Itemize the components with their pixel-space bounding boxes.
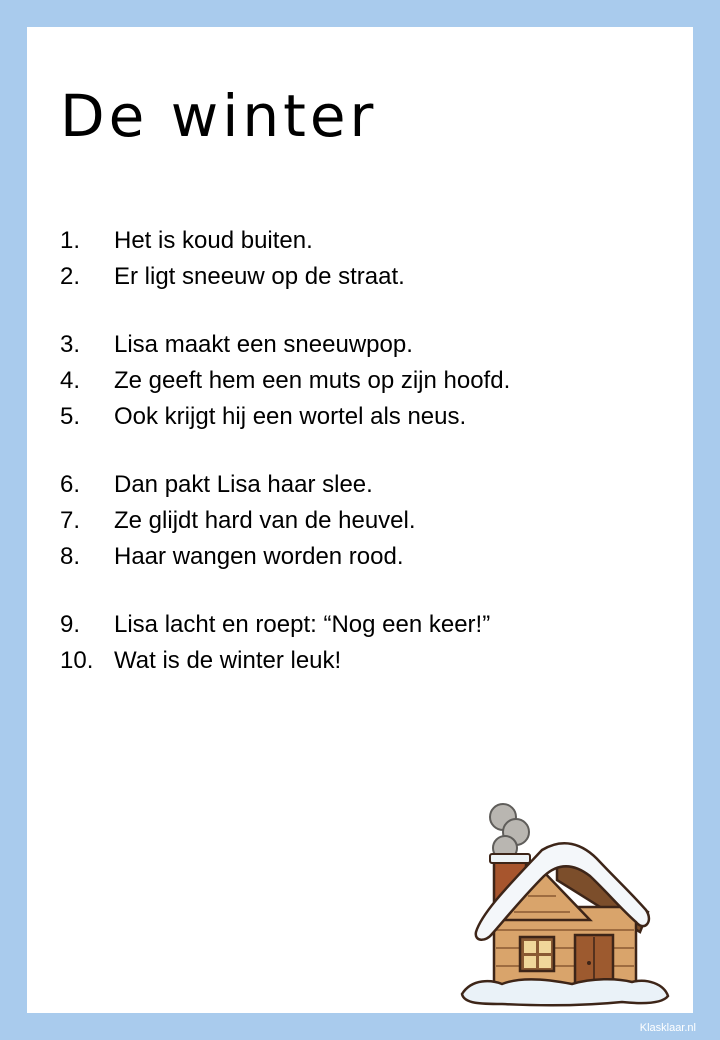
item-number: 2. (60, 263, 81, 290)
item-text: Wat is de winter leuk! (114, 647, 342, 674)
item-text: Haar wangen worden rood. (114, 543, 404, 570)
item-text: Er ligt sneeuw op de straat. (114, 263, 405, 290)
worksheet (27, 27, 693, 1013)
item-text: Dan pakt Lisa haar slee. (114, 471, 373, 498)
item-number: 5. (60, 403, 81, 430)
item-number: 3. (60, 331, 81, 358)
item-text: Ze glijdt hard van de heuvel. (114, 507, 416, 534)
item-number: 1. (60, 227, 81, 254)
page-title: De winter (60, 82, 378, 150)
item-text: Het is koud buiten. (114, 227, 313, 254)
list-item (60, 503, 510, 539)
item-number: 10. (60, 647, 94, 674)
footer-credit: Klasklaar.nl (639, 1022, 696, 1034)
item-text: Ook krijgt hij een wortel als neus. (114, 403, 467, 430)
list-item (60, 363, 510, 399)
list-item (60, 399, 510, 435)
item-number: 9. (60, 611, 81, 638)
item-text: Lisa maakt een sneeuwpop. (114, 331, 413, 358)
list-item (60, 539, 510, 575)
list-item (60, 327, 510, 363)
list-item (60, 643, 510, 679)
snowy-house-icon (432, 772, 672, 1012)
item-number: 6. (60, 471, 81, 498)
list-item (60, 467, 510, 503)
list-item (60, 223, 510, 259)
item-text: Lisa lacht en roept: “Nog een keer!” (114, 611, 491, 638)
list-item (60, 607, 510, 643)
sentence-list (60, 223, 510, 679)
item-number: 7. (60, 507, 81, 534)
item-number: 4. (60, 367, 81, 394)
item-text: Ze geeft hem een muts op zijn hoofd. (114, 367, 511, 394)
item-number: 8. (60, 543, 81, 570)
list-item (60, 259, 510, 295)
